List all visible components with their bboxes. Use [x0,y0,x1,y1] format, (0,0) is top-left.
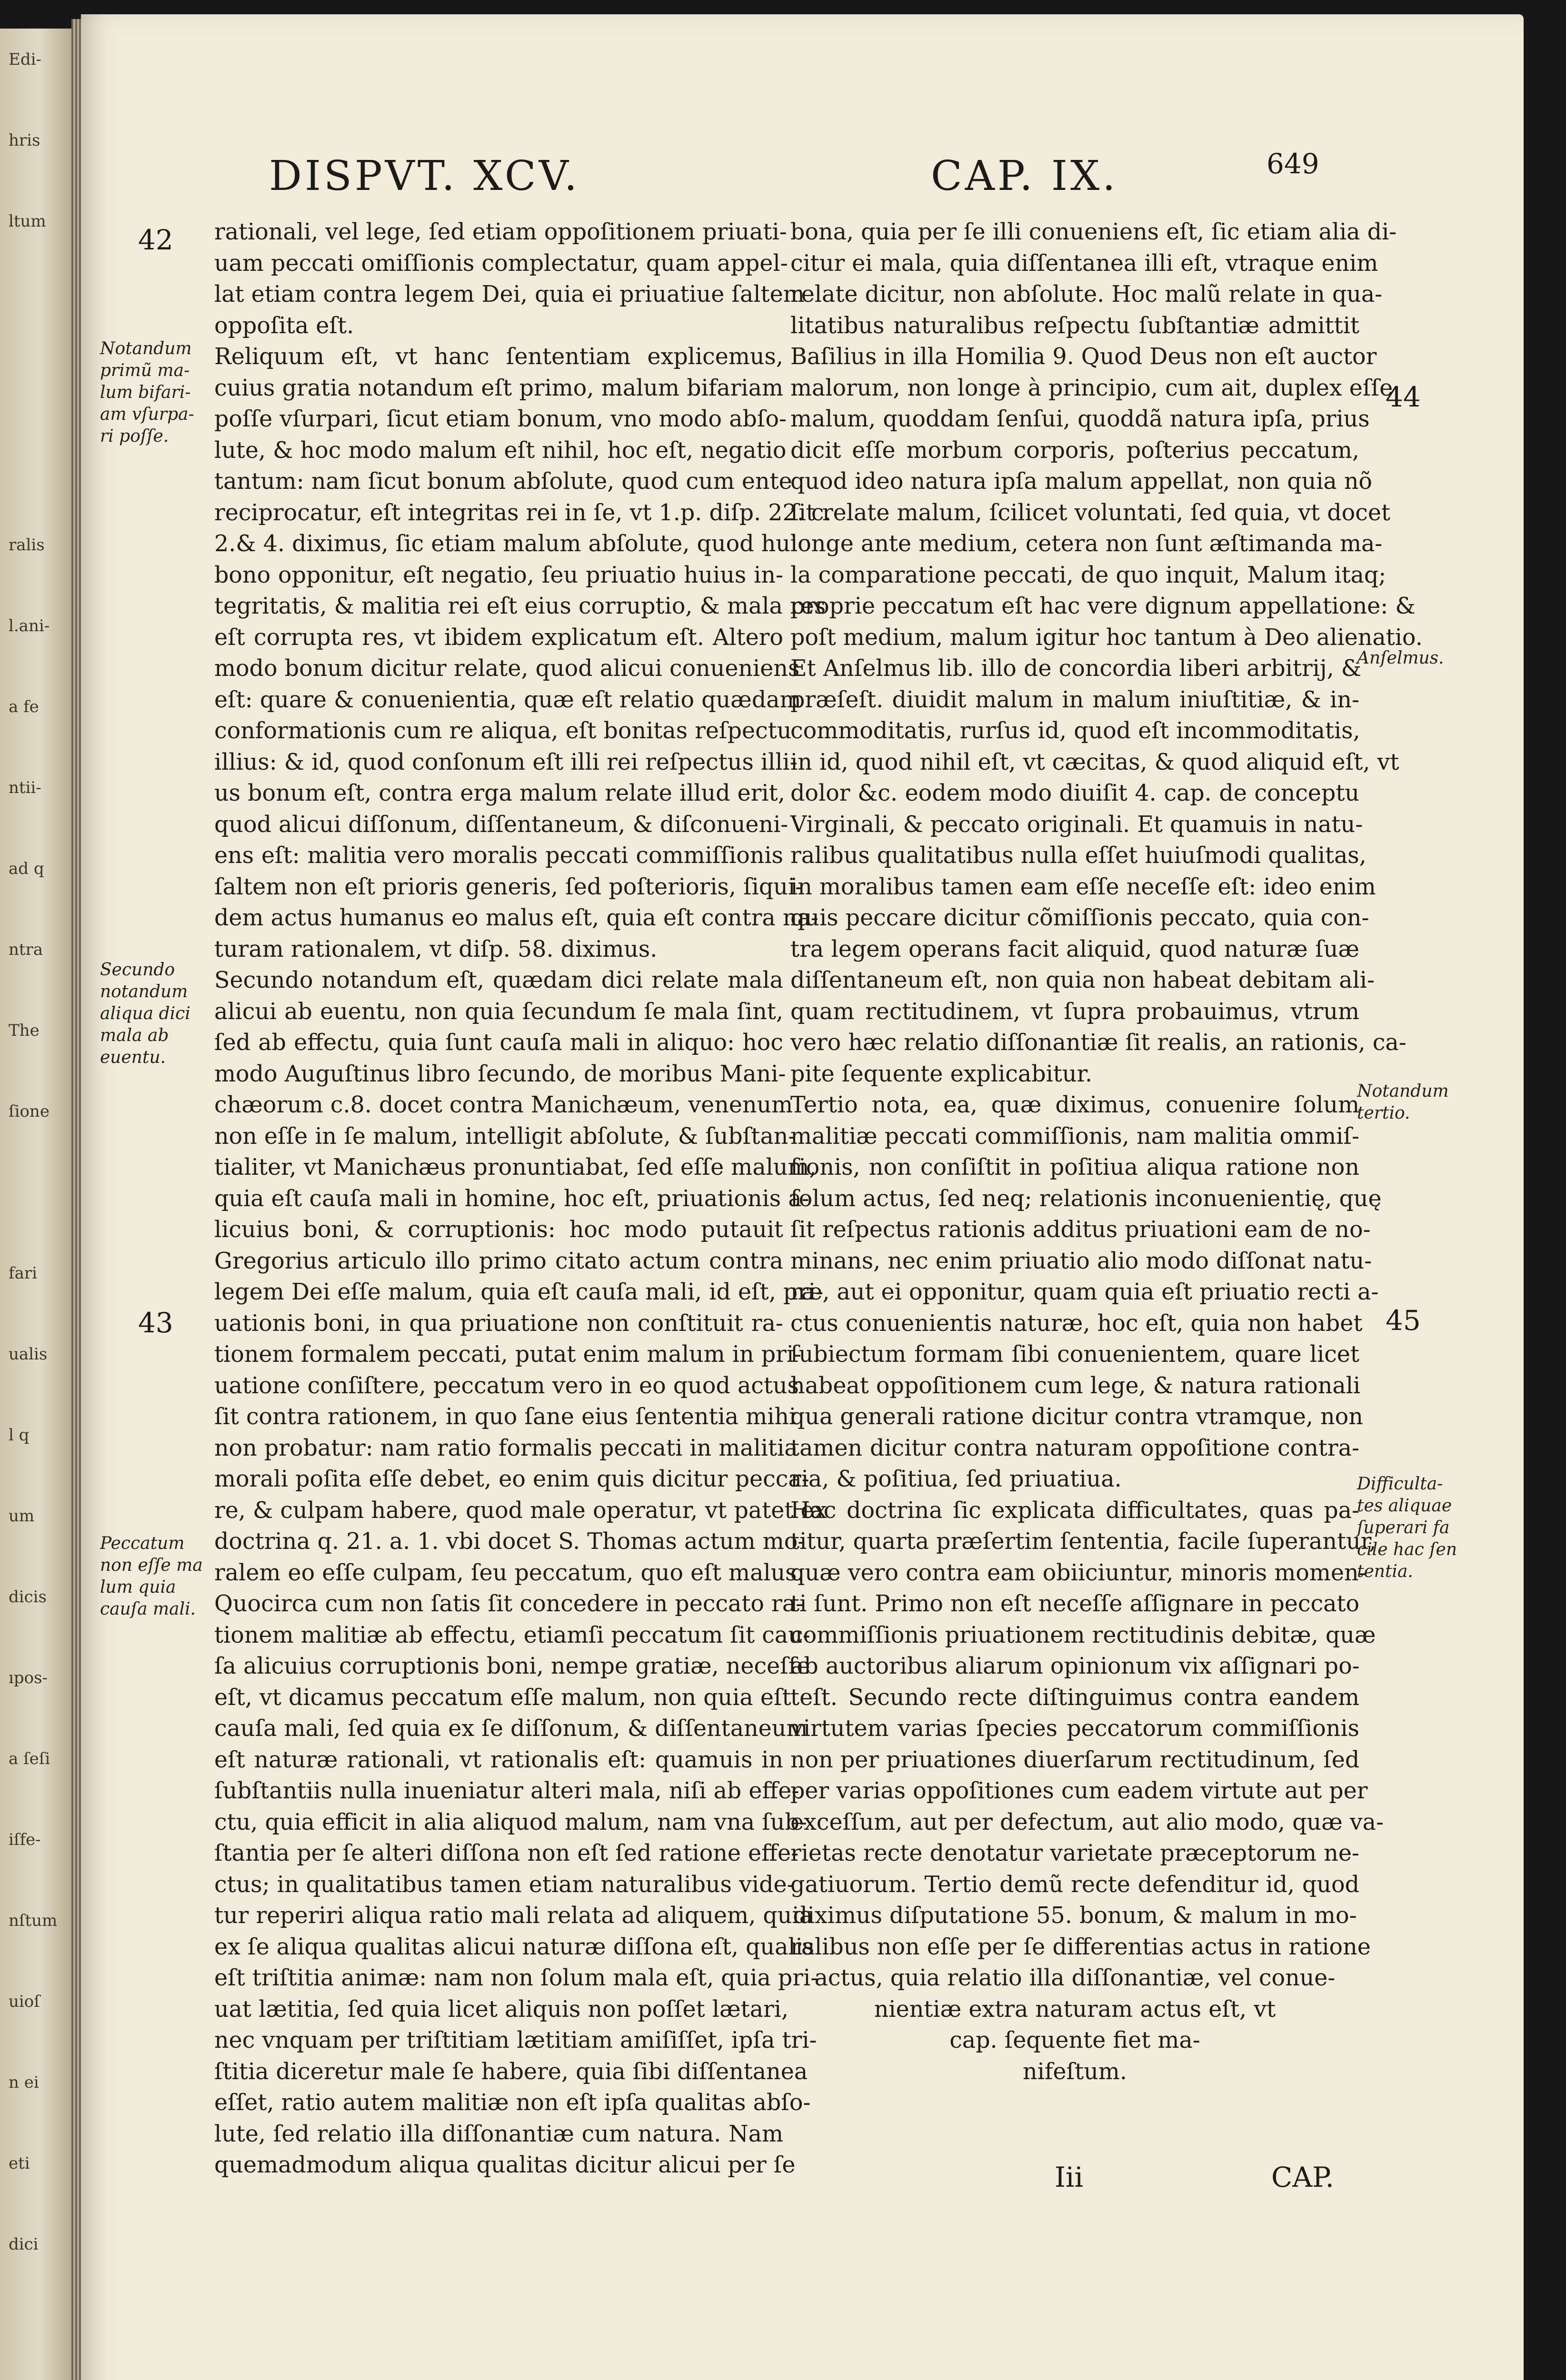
text-line: tantum: nam ſicut bonum abſolute, quod cum ente [214,468,792,495]
text-line: teſt. Secundo recte diſtinguimus contra eandem [790,1684,1359,1711]
prev-page-text-fragment: um [9,1507,35,1526]
text-line: ſtantia per ſe alteri diſſona non eſt ſed ratione effe- [214,1840,799,1866]
text-line: qua generali ratione dicitur contra vtramque, non [790,1404,1363,1430]
text-line: quis peccare dicitur cõmiſſionis peccato, quia con- [790,905,1369,931]
text-line: bona, quia per ſe illi conueniens eſt, ſic etiam alia di- [790,219,1397,245]
margin-note-primo: Notandum primũ ma- lum bifari- am vſurpa- ri poſſe. [100,339,194,446]
text-line: nec vnquam per triſtitiam lætitiam amiſiſſet, ipſa tri- [214,2027,817,2053]
text-line: ctus; in qualitatibus tamen etiam naturalibus vide- [214,1871,795,1898]
prev-page-text-fragment: fari [9,1264,37,1283]
text-line: quod alicui diſſonum, diſſentaneum, & diſconueni- [214,811,788,838]
text-line: Baſilius in illa Homilia 9. Quod Deus non eſt auctor [790,344,1377,370]
text-line: modo Auguſtinus libro ſecundo, de moribus Mani- [214,1061,786,1087]
text-line: poſſe vſurpari, ſicut etiam bonum, vno modo abſo- [214,406,787,432]
text-line: eſt: quare & conuenientia, quæ eſt relatio quædam [214,686,801,713]
text-line: tialiter, vt Manichæus pronuntiabat, ſed eſſe malum, [214,1154,817,1180]
text-line: diximus diſputatione 55. bonum, & malum in mo- [793,1903,1357,1929]
text-line: chæorum c.8. docet contra Manichæum, venenum [214,1092,793,1118]
text-line: modo bonum dicitur relate, quod alicui conueniens [214,655,800,682]
prev-page-text-fragment: hris [9,131,40,150]
running-header-right: CAP. IX. [931,152,1118,200]
text-line: quemadmodum aliqua qualitas dicitur alicui per ſe [214,2152,796,2178]
margin-note-peccatum: Peccatum non eſſe ma lum quia cauſa mali. [100,1534,203,1619]
text-line: nifeſtum. [1023,2058,1127,2085]
text-line: quæ vero contra eam obiiciuntur, minoris momen- [790,1559,1367,1586]
text-line: Quocirca cum non ſatis ſit concedere in peccato ra- [214,1591,804,1617]
text-line: ab auctoribus aliarum opinionum vix aſſignari po- [790,1653,1360,1679]
text-line: ſed ab effectu, quia ſunt cauſa mali in aliquo: hoc [214,1030,783,1056]
text-line: tra legem operans facit aliquid, quod naturæ ſuæ [790,936,1359,962]
text-line: ſa alicuius corruptionis boni, nempe gratiæ, neceſſe [214,1653,810,1679]
text-line: dem actus humanus eo malus eſt, quia eſt contra na- [214,905,818,931]
text-line: ralibus non eſſe per ſe differentias actus in ratione [790,1934,1371,1960]
text-line: morali poſita eſſe debet, eo enim quis dicitur pecca- [214,1466,809,1492]
section-number-44: 44 [1386,381,1421,413]
text-line: us bonum eſt, contra erga malum relate illud erit, [214,780,785,806]
text-line: uationis boni, in qua priuatione non conſtituit ra- [214,1310,783,1337]
prev-page-text-fragment: eti [9,2154,30,2173]
prev-page-text-fragment: ntii- [9,778,41,797]
text-line: rietas recte denotatur varietate præceptorum ne- [790,1840,1359,1866]
text-line: tionem malitiæ ab effectu, etiamſi peccatum ſit cau- [214,1622,810,1648]
text-line: turam rationalem, vt diſp. 58. diximus. [214,936,658,962]
text-line: quod ideo natura ipſa malum appellat, non quia nõ [790,468,1373,495]
text-line: commiſſionis priuationem rectitudinis debitæ, quæ [790,1622,1376,1648]
prev-page-text-fragment: uioſ [9,1992,40,2011]
text-line: diſſentaneum eſt, non quia non habeat debitam ali- [790,967,1375,993]
prev-page-text-fragment: dici [9,2235,39,2254]
text-line: Reliquum eſt, vt hanc ſententiam explicemus, [214,344,783,370]
text-line: malum, quoddam ſenſui, quoddã natura ipſa, prius [790,406,1370,432]
text-line: ſtitia diceretur male ſe habere, quia ſibi diſſentanea [214,2058,808,2085]
text-line: poſt medium, malum igitur hoc tantum à Deo alienatio. [790,624,1423,651]
text-line: re, & culpam habere, quod male operatur, vt patet ex [214,1497,827,1524]
text-line: bono opponitur, eſt negatio, ſeu priuatio huius in- [214,562,783,588]
text-line: ſubſtantiis nulla inueniatur alteri mala, niſi ab effe- [214,1778,799,1804]
text-line: uat lætitia, ſed quia licet aliquis non poſſet lætari, [214,1996,789,2023]
text-line: ſit reſpectus rationis additus priuationi eam de no- [790,1217,1371,1243]
text-line: doctrina q. 21. a. 1. vbi docet S. Thomas actum mo- [214,1528,806,1555]
text-line: eſt corrupta res, vt ibidem explicatum eſt. Altero [214,624,783,651]
text-line: exceſſum, aut per defectum, aut alio modo, quæ va- [790,1809,1384,1835]
text-line: gatiuorum. Tertio demũ recte defenditur id, quod [790,1871,1359,1898]
text-line: malorum, non longe à principio, cum ait, duplex eſſe [790,375,1393,401]
text-line: 2.& 4. diximus, ſic etiam malum abſolute, quod huic [214,531,810,557]
text-line: non eſſe in ſe malum, intelligit abſolute, & ſubſtan- [214,1123,796,1150]
prev-page-text-fragment: iſfe- [9,1830,41,1849]
text-line: la comparatione peccati, de quo inquit, Malum itaq; [790,562,1386,588]
text-line: actus, quia relatio illa diſſonantiæ, vel conue- [814,1965,1336,1991]
prev-page-text-fragment: dicis [9,1587,47,1606]
catchword: CAP. [1271,2161,1334,2193]
text-line: oppoſita eſt. [214,312,354,339]
book-page [81,14,1524,2380]
text-line: citur ei mala, quia diſſentanea illi eſt, vtraque enim [790,250,1378,277]
text-line: Gregorius articulo illo primo citato actum contra [214,1248,783,1274]
text-line: ſaltem non eſt prioris generis, ſed poſterioris, ſiqui- [214,873,803,900]
text-line: ſit relate malum, ſcilicet voluntati, ſed quia, vt docet [790,499,1391,526]
text-line: ens eſt: malitia vero moralis peccati commiſſionis [214,843,783,869]
prev-page-text-fragment: n ei [9,2073,39,2092]
margin-note-tertio: Notandum tertio. [1357,1081,1449,1123]
prev-page-text-fragment: ntra [9,940,43,959]
text-line: nientiæ extra naturam actus eſt, vt [874,1996,1276,2023]
section-number-43: 43 [138,1307,173,1339]
text-line: ti ſunt. Primo non eſt neceſſe aſſignare in peccato [790,1591,1360,1617]
text-line: eſt, vt dicamus peccatum eſſe malum, non quia eſt [214,1684,791,1711]
prev-page-text-fragment: l q [9,1426,30,1445]
text-line: rationali, vel lege, ſed etiam oppoſitionem priuati- [214,219,787,245]
text-line: eſſet, ratio autem malitiæ non eſt ipſa qualitas abſo- [214,2090,811,2116]
signature-mark: Iii [1055,2161,1084,2193]
text-line: habeat oppoſitionem cum lege, & natura rationali [790,1372,1361,1399]
text-line: ræ, aut ei opponitur, quam quia eſt priuatio recti a- [790,1279,1379,1305]
text-line: ctu, quia efficit in alia aliquod malum, nam vna ſub- [214,1809,807,1835]
text-line: ſolum actus, ſed neq; relationis inconuenientię, quę [790,1185,1382,1212]
text-line: non probatur: nam ratio formalis peccati in malitia [214,1435,798,1461]
text-line: titur, quarta præſertim ſententia, facile ſuperantur, [790,1528,1376,1555]
prev-page-text-fragment: Edi- [9,50,41,69]
text-line: Et Anſelmus lib. illo de concordia liberi arbitrij, & [790,655,1362,682]
section-number-42: 42 [138,224,173,256]
text-line: cap. ſequente fiet ma- [949,2027,1200,2053]
text-line: cauſa mali, ſed quia ex ſe diſſonum, & diſſentaneum [214,1716,808,1742]
prev-page-text-fragment: a ſeſi [9,1749,50,1768]
text-line: Virginali, & peccato originali. Et quamuis in natu- [790,811,1363,838]
text-line: in moralibus tamen eam eſſe neceſſe eſt: ideo enim [790,873,1376,900]
previous-page-edge [0,29,73,2380]
text-line: tur reperiri aliqua ratio mali relata ad aliquem, quia [214,1903,813,1929]
text-line: quam rectitudinem, vt ſupra probauimus, vtrum [790,998,1359,1025]
left-column [214,217,831,2178]
text-line: lat etiam contra legem Dei, quia ei priuatiue ſaltem [214,281,805,307]
text-line: dolor &c. eodem modo diuiſit 4. cap. de conceptu [790,780,1359,806]
text-line: lute, ſed relatio illa diſſonantiæ cum natura. Nam [214,2121,783,2147]
text-line: lute, & hoc modo malum eſt nihil, hoc eſt, negatio [214,437,787,464]
prev-page-text-fragment: ualis [9,1345,48,1364]
margin-note-anselmus: Anſelmus. [1357,648,1444,668]
text-line: alicui ab euentu, non quia ſecundum ſe mala ſint, [214,998,783,1025]
text-line: Tertio nota, ea, quæ diximus, conuenire ſolum [790,1092,1359,1118]
text-line: conformationis cum re aliqua, eſt bonitas reſpectu [214,718,792,744]
text-line: commoditatis, rurſus id, quod eſt incommoditatis, [790,718,1360,744]
text-line: per varias oppoſitiones cum eadem virtute aut per [790,1778,1368,1804]
text-line: legem Dei eſſe malum, quia eſt cauſa mali, id eſt, pri- [214,1279,824,1305]
text-line: proprie peccatum eſt hac vere dignum appellatione: & [790,593,1416,619]
prev-page-text-fragment: The [9,1021,40,1040]
text-line: ſit contra rationem, in quo ſane eius ſententia mihi [214,1404,797,1430]
text-line: in id, quod nihil eſt, vt cæcitas, & quod aliquid eſt, vt [790,749,1399,775]
text-line: tegritatis, & malitia rei eſt eius corruptio, & mala res [214,593,826,619]
text-line: ralibus qualitatibus nulla eſſet huiuſmodi qualitas, [790,843,1367,869]
text-line: litatibus naturalibus reſpectu ſubſtantiæ admittit [790,312,1359,339]
text-line: Hac doctrina ſic explicata difficultates, quas pa- [790,1497,1359,1524]
text-line: ex ſe aliqua qualitas alicui naturæ diſſona eſt, qualis [214,1934,815,1960]
running-header-left: DISPVT. XCV. [269,152,580,200]
text-line: ralem eo eſſe culpam, ſeu peccatum, quo eſt malus. [214,1559,804,1586]
text-line: uatione conſiſtere, peccatum vero in eo quod actus [214,1372,799,1399]
prev-page-text-fragment: ſione [9,1102,50,1121]
text-line: ria, & poſitiua, ſed priuatiua. [790,1466,1122,1492]
text-line: non per priuationes diuerſarum rectitudinum, ſed [790,1746,1360,1773]
text-line: tamen dicitur contra naturam oppoſitione contra- [790,1435,1359,1461]
text-line: dicit eſſe morbum corporis, poſterius peccatum, [790,437,1359,464]
text-line: pite ſequente explicabitur. [790,1061,1093,1087]
prev-page-text-fragment: ad q [9,859,44,878]
text-line: quia eſt cauſa mali in homine, hoc eſt, priuationis a- [214,1185,809,1212]
text-line: ctus conuenientis naturæ, hoc eſt, quia non habet [790,1310,1363,1337]
text-line: minans, nec enim priuatio alio modo diſſonat natu- [790,1248,1372,1274]
text-line: ſubiectum formam ſibi conuenientem, quare licet [790,1341,1359,1368]
text-line: cuius gratia notandum eſt primo, malum bifariam [214,375,783,401]
text-line: illius: & id, quod conſonum eſt illi rei reſpectus illi- [214,749,798,775]
text-line: vero hæc relatio diſſonantiæ ſit realis, an rationis, ca- [790,1030,1406,1056]
prev-page-text-fragment: a fe [9,697,39,716]
text-line: præſeſt. diuidit malum in malum iniuſtitiæ, & in- [790,686,1359,713]
text-line: Secundo notandum eſt, quædam dici relate mala [214,967,783,993]
page-number: 649 [1267,148,1319,180]
margin-note-difficultates: Difficulta- tes aliquae ſuperari fa cile hac ſen tentia. [1357,1474,1457,1581]
prev-page-text-fragment: ıpos- [9,1668,48,1687]
prev-page-text-fragment: l.ani- [9,616,50,635]
text-line: longe ante medium, cetera non ſunt æſtimanda ma- [790,531,1383,557]
text-line: tionem formalem peccati, putat enim malum in pri- [214,1341,802,1368]
prev-page-text-fragment: ralis [9,536,45,555]
text-line: eſt triſtitia animæ: nam non ſolum mala eſt, quia pri- [214,1965,818,1991]
text-line: virtutem varias ſpecies peccatorum commiſſionis [790,1716,1359,1742]
text-line: reciprocatur, eſt integritas rei in ſe, vt 1.p. diſp. 22. c. [214,499,831,526]
text-line: uam peccati omiſſionis complectatur, quam appel- [214,250,788,277]
text-line: relate dicitur, non abſolute. Hoc malũ relate in qua- [790,281,1383,307]
text-line: eſt naturæ rationali, vt rationalis eſt: quamuis in [214,1746,783,1773]
section-number-45: 45 [1386,1304,1421,1337]
text-line: licuius boni, & corruptionis: hoc modo putauit [214,1217,783,1243]
prev-page-text-fragment: ltum [9,212,46,231]
margin-note-secundo: Secundo notandum aliqua dici mala ab euentu. [100,960,190,1067]
text-line: ſionis, non conſiſtit in poſitiua aliqua ratione non [790,1154,1359,1180]
prev-page-text-fragment: nſtum [9,1911,58,1930]
text-line: malitiæ peccati commiſſionis, nam malitia ommiſ- [790,1123,1359,1150]
